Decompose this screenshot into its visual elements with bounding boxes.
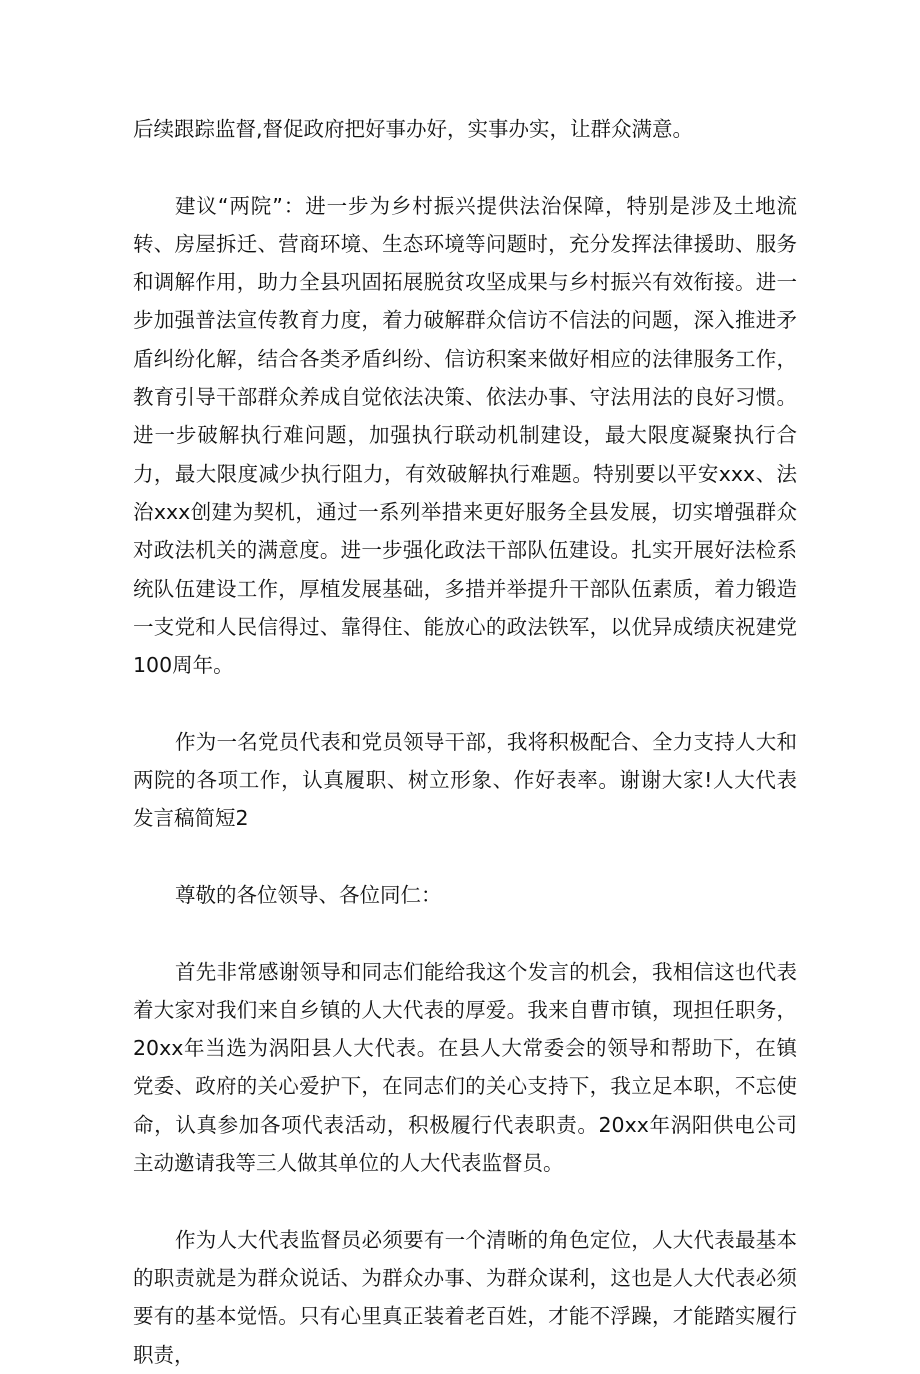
paragraph-closing-statement: 作为一名党员代表和党员领导干部，我将积极配合、全力支持人大和两院的各项工作，认真履职、树立形象、作好表率。谢谢大家!人大代表发言稿简短2: [133, 729, 797, 831]
paragraph-salutation: 尊敬的各位领导、各位同仁：: [175, 882, 442, 907]
document-body: [133, 110, 797, 1374]
paragraph-role-definition: 作为人大代表监督员必须要有一个清晰的角色定位，人大代表最基本的职责就是为群众说话、为群众办事、为群众谋利，这也是人大代表必须要有的基本觉悟。只有心里真正装着老百姓，才能不浮躁，才能踏实履行职责，: [133, 1227, 797, 1367]
paragraph-continuation: 后续跟踪监督,督促政府把好事办好，实事办实，让群众满意。: [133, 117, 694, 141]
paragraph-introduction: 首先非常感谢领导和同志们能给我这个发言的机会，我相信这也代表着大家对我们来自乡镇的人大代表的厚爱。我来自曹市镇，现担任职务，20xx年当选为涡阳县人大代表。在县人大常委会的领导和帮助下，在镇党委、政府的关心爱护下，在同志们的关心支持下，我立足本职，不忘使命，认真参加各项代表活动，积极履行代表职责。20xx年涡阳供电公司主动邀请我等三人做其单位的人大代表监督员。: [133, 959, 797, 1176]
paragraph-suggestion-two-courts: 建议“两院”：进一步为乡村振兴提供法治保障，特别是涉及土地流转、房屋拆迁、营商环境、生态环境等问题时，充分发挥法律援助、服务和调解作用，助力全县巩固拓展脱贫攻坚成果与乡村振兴有效衔接。进一步加强普法宣传教育力度，着力破解群众信访不信法的问题，深入推进矛盾纠纷化解，结合各类矛盾纠纷、信访积案来做好相应的法律服务工作，教育引导干部群众养成自觉依法决策、依法办事、守法用法的良好习惯。进一步破解执行难问题，加强执行联动机制建设，最大限度凝聚执行合力，最大限度减少执行阻力，有效破解执行难题。特别要以平安xxx、法治xxx创建为契机，通过一系列举措来更好服务全县发展，切实增强群众对政法机关的满意度。进一步强化政法干部队伍建设。扎实开展好法检系统队伍建设工作，厚植发展基础，多措并举提升干部队伍素质，着力锻造一支党和人民信得过、靠得住、能放心的政法铁军，以优异成绩庆祝建党100周年。: [133, 193, 797, 678]
